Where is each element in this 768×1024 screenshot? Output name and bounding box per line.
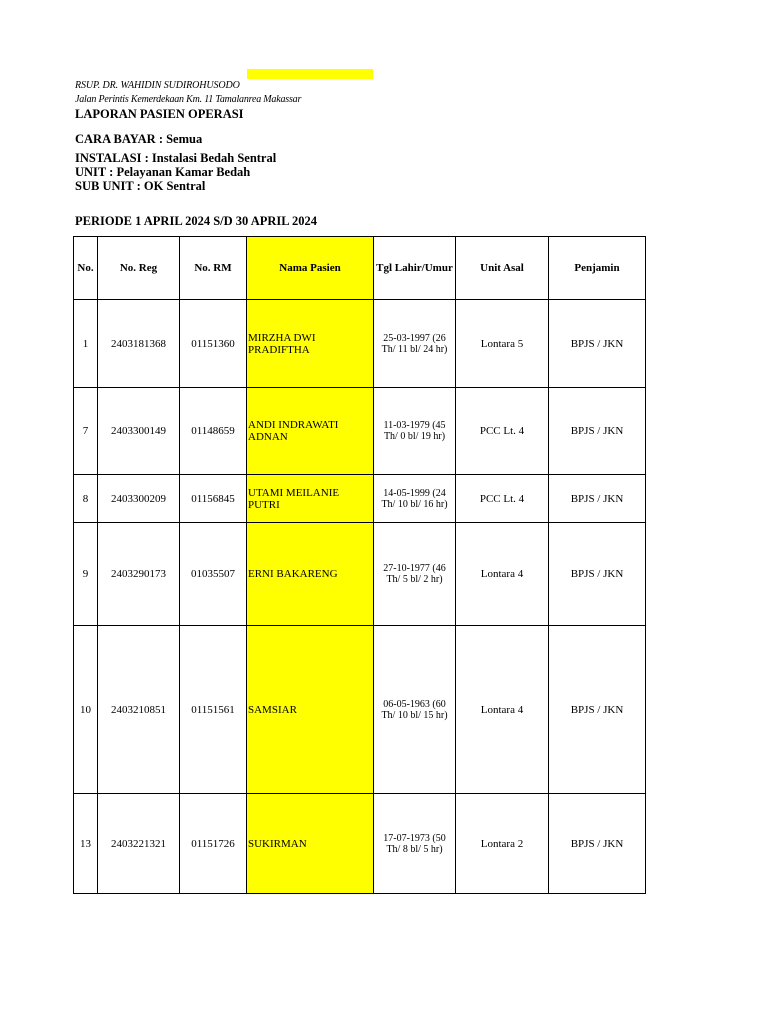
cell-rm: 01156845	[180, 475, 247, 523]
table-row	[74, 794, 646, 894]
cell-unit: Lontara 5	[456, 300, 549, 388]
cell-tgl: 25-03-1997 (26 Th/ 11 bl/ 24 hr)	[374, 300, 456, 388]
periode: PERIODE 1 APRIL 2024 S/D 30 APRIL 2024	[75, 214, 318, 228]
cell-penjamin: BPJS / JKN	[549, 794, 646, 894]
cell-reg: 2403300209	[98, 475, 180, 523]
unit: UNIT : Pelayanan Kamar Bedah	[75, 165, 251, 179]
cell-tgl: 11-03-1979 (45 Th/ 0 bl/ 19 hr)	[374, 388, 456, 475]
cell-unit: PCC Lt. 4	[456, 475, 549, 523]
cell-tgl: 17-07-1973 (50 Th/ 8 bl/ 5 hr)	[374, 794, 456, 894]
cell-nama: SAMSIAR	[247, 626, 374, 794]
cell-penjamin: BPJS / JKN	[549, 388, 646, 475]
cell-no: 13	[74, 794, 98, 894]
cell-nama: MIRZHA DWI PRADIFTHA	[247, 300, 374, 388]
cell-penjamin: BPJS / JKN	[549, 300, 646, 388]
cell-tgl: 06-05-1963 (60 Th/ 10 bl/ 15 hr)	[374, 626, 456, 794]
cara-bayar: CARA BAYAR : Semua	[75, 132, 203, 146]
cell-tgl: 14-05-1999 (24 Th/ 10 bl/ 16 hr)	[374, 475, 456, 523]
table-row	[74, 388, 646, 475]
instalasi: INSTALASI : Instalasi Bedah Sentral	[75, 151, 277, 165]
table-header-row	[74, 237, 646, 300]
col-header-rm: No. RM	[180, 237, 247, 300]
cell-nama: ERNI BAKARENG	[247, 523, 374, 626]
hospital-name: RSUP. DR. WAHIDIN SUDIROHUSODO	[75, 80, 240, 91]
cell-penjamin: BPJS / JKN	[549, 523, 646, 626]
cell-no: 7	[74, 388, 98, 475]
cell-unit: Lontara 4	[456, 523, 549, 626]
sub-unit: SUB UNIT : OK Sentral	[75, 179, 206, 193]
cell-rm: 01151360	[180, 300, 247, 388]
col-header-nama: Nama Pasien	[247, 237, 374, 300]
cell-reg: 2403181368	[98, 300, 180, 388]
table-row	[74, 475, 646, 523]
table-row	[74, 300, 646, 388]
cell-nama: UTAMI MEILANIE PUTRI	[247, 475, 374, 523]
cell-tgl: 27-10-1977 (46 Th/ 5 bl/ 2 hr)	[374, 523, 456, 626]
cell-no: 10	[74, 626, 98, 794]
patient-table	[73, 236, 646, 894]
table-row	[74, 626, 646, 794]
cell-penjamin: BPJS / JKN	[549, 475, 646, 523]
cell-rm: 01151726	[180, 794, 247, 894]
col-header-reg: No. Reg	[98, 237, 180, 300]
cell-reg: 2403300149	[98, 388, 180, 475]
cell-penjamin: BPJS / JKN	[549, 626, 646, 794]
cell-no: 1	[74, 300, 98, 388]
col-header-penjamin: Penjamin	[549, 237, 646, 300]
cell-no: 9	[74, 523, 98, 626]
cell-nama: ANDI INDRAWATI ADNAN	[247, 388, 374, 475]
cell-reg: 2403210851	[98, 626, 180, 794]
table-row	[74, 523, 646, 626]
cell-reg: 2403221321	[98, 794, 180, 894]
col-header-tgl: Tgl Lahir/Umur	[374, 237, 456, 300]
cell-unit: Lontara 4	[456, 626, 549, 794]
cell-nama: SUKIRMAN	[247, 794, 374, 894]
cell-rm: 01035507	[180, 523, 247, 626]
col-header-unit: Unit Asal	[456, 237, 549, 300]
cell-unit: PCC Lt. 4	[456, 388, 549, 475]
report-title: LAPORAN PASIEN OPERASI	[75, 107, 244, 121]
cell-no: 8	[74, 475, 98, 523]
cell-rm: 01151561	[180, 626, 247, 794]
cell-rm: 01148659	[180, 388, 247, 475]
highlight-bar	[247, 69, 373, 79]
cell-reg: 2403290173	[98, 523, 180, 626]
hospital-address: Jalan Perintis Kemerdekaan Km. 11 Tamalanrea Makassar	[75, 94, 302, 105]
col-header-no: No.	[74, 237, 98, 300]
cell-unit: Lontara 2	[456, 794, 549, 894]
